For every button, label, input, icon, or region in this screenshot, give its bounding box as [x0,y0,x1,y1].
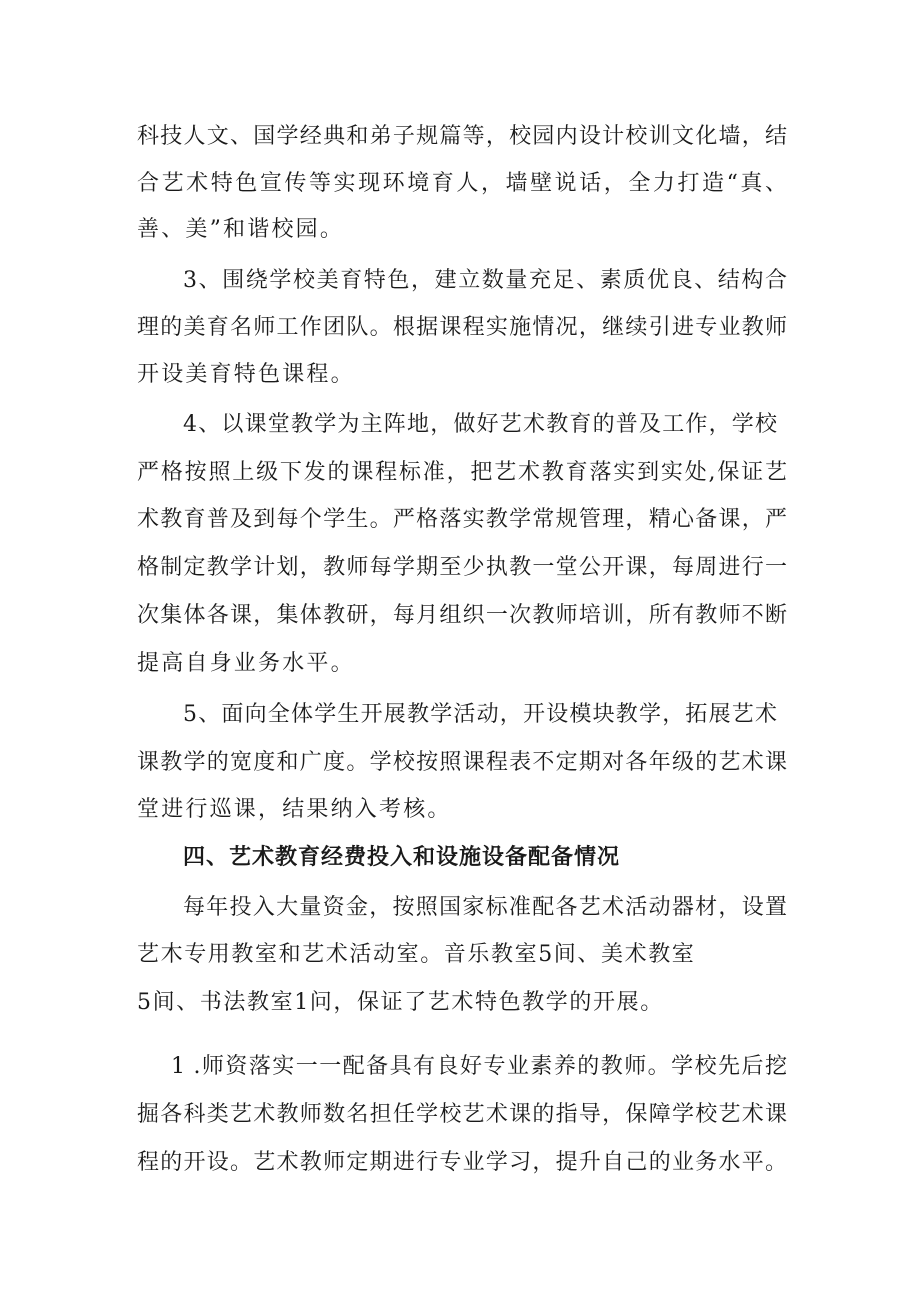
paragraph-line: 3、围绕学校美育特色，建立数量充足、素质优良、结构合 [183,268,787,293]
paragraph-line: 格制定教学计划，教师每学期至少执教一堂公开课，每周进行一 [137,555,787,580]
paragraph-line: 次集体各课，集体教研，每月组织一次教师培训，所有教师不断 [137,603,787,628]
paragraph-line: 提高自身业务水平。 [137,651,355,676]
paragraph-line: 1 .师资落实一一配备具有良好专业素养的教师。学校先后挖 [171,1054,787,1079]
paragraph-line: 理的美育名师工作团队。根据课程实施情况，继续引进专业教师 [137,315,787,340]
paragraph-line: 艺木专用教室和艺术活动室。音乐教室5间、美术教室 [137,942,696,967]
paragraph-line: 堂进行巡课，结果纳入考核。 [137,797,452,822]
paragraph-line: 4、以课堂教学为主阵地，做好艺术教育的普及工作，学校 [183,412,777,437]
paragraph-line: 课教学的宽度和广度。学校按照课程表不定期对各年级的艺术课 [137,750,787,775]
paragraph-line: 科技人文、国学经典和弟子规篇等，校园内设计校训文化墙，结 [137,124,787,149]
paragraph-line: 术教育普及到每个学生。严格落实教学常规管理，精心备课，严 [137,507,787,532]
paragraph-line: 善、美”和谐校园。 [137,217,345,242]
paragraph-line: 开设美育特色课程。 [137,362,355,387]
paragraph-line: 合艺术特色宣传等实现环境育人，墙壁说话，全力打造“真、 [137,171,787,196]
paragraph-line: 程的开设。艺术教师定期进行专业学习，提升自己的业务水平。 [137,1150,787,1175]
paragraph-line: 5、面向全体学生开展教学活动，开设模块教学，拓展艺术 [183,702,777,727]
section-heading: 四、艺术教育经费投入和设施设备配备情况 [183,845,621,870]
paragraph-line: 5间、书法教室1问，保证了艺术特色教学的开展。 [137,990,664,1015]
paragraph-line: 每年投入大量资金，按照国家标准配各艺术活动器材，设置 [183,895,787,920]
paragraph-line: 严格按照上级下发的课程标准，把艺术教育落实到实处,保证艺 [137,460,787,485]
paragraph-line: 掘各科类艺术教师数名担任学校艺术课的指导，保障学校艺术课 [137,1102,787,1127]
